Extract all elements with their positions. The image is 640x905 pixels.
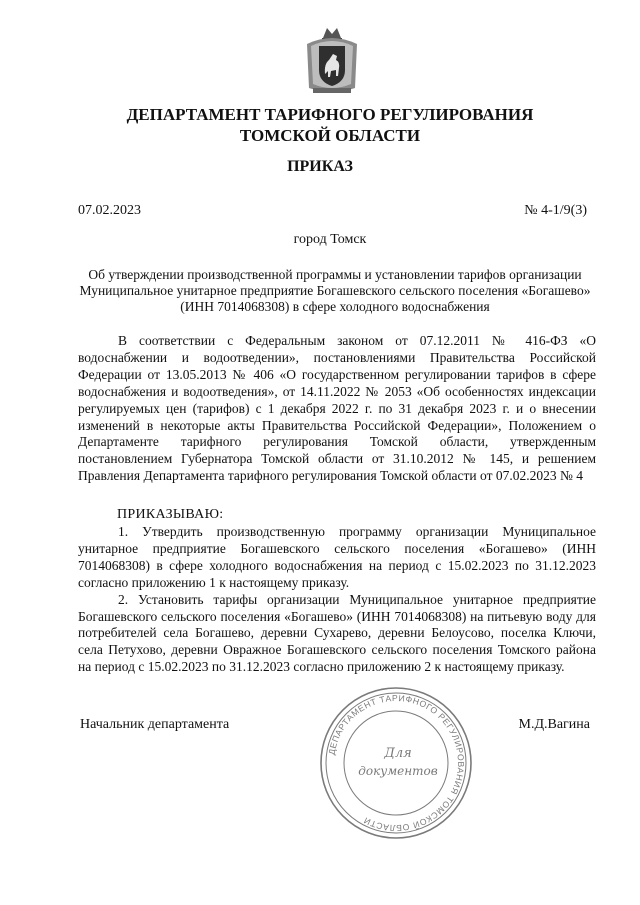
preamble-text: В соответствии с Федеральным законом от 07.12.2011 № 416-ФЗ «О водоснабжении и водоотведении», постановлениями Правительства Российской Федерации от 13.05.2013 № 406 «О государственном регулировании тарифов в сфере водоснабжения и водоотведения», от 14.11.2022 № 2053 «Об особенностях индексации регулируемых цен (тарифов) с 1 декабря 2022 г. по 31 декабря 2023 г. и о внесении изменений в некоторые акты Правительства Российской Федерации», Положением о Департаменте тарифного регулирования Томской области, утвержденным постановлением Губернатора Томской области от 31.10.2012 № 145, и решением Правления Департамента тарифного регулирования Томской области от 07.02.2023 № 4 (78, 333, 596, 484)
order-item-1: 1. Утвердить производственную программу организации Муниципальное унитарное предприятие Богашевского сельского поселения «Богашево» (ИНН 7014068308) в сфере холодного водоснабжения на период с 15.02.2023 по 31.12.2023 согласно приложению 1 к настоящему приказу. (78, 524, 596, 590)
order-date: 07.02.2023 (78, 203, 141, 218)
department-name (60, 104, 600, 146)
official-stamp (318, 685, 474, 841)
stamp-center-line-1: Для (384, 746, 412, 761)
stamp-center-line-2: документов (358, 764, 438, 778)
order-number: № 4-1/9(3) (524, 203, 587, 218)
city: город Томск (293, 232, 367, 247)
department-line-1: ДЕПАРТАМЕНТ ТАРИФНОГО РЕГУЛИРОВАНИЯ (126, 105, 534, 124)
coat-of-arms-icon (303, 24, 361, 96)
order-subject: Об утверждении производственной программы и установлении тарифов организации Муниципальное унитарное предприятие Богашевского сельского поселения «Богашево» (ИНН 7014068308) в сфере холодного водоснабжения (79, 267, 591, 314)
stamp-ring-text: ДЕПАРТАМЕНТ ТАРИФНОГО РЕГУЛИРОВАНИЯ ТОМСКОЙ ОБЛАСТИ (326, 692, 467, 834)
signatory-name: М.Д.Вагина (518, 717, 590, 732)
order-item-2: 2. Установить тарифы организации Муниципальное унитарное предприятие Богашевского сельского поселения «Богашево» (ИНН 7014068308) на питьевую воду для потребителей села Богашево, деревни Сухарево, деревни Белоусово, поселка Ключи, села Петухово, деревни Овражное Богашевского сельского поселения Томского района на период с 15.02.2023 по 31.12.2023 согласно приложению 2 к настоящему приказу. (78, 591, 596, 675)
department-line-2: ТОМСКОЙ ОБЛАСТИ (239, 126, 421, 145)
signatory-role: Начальник департамента (80, 717, 230, 732)
order-items (78, 524, 596, 676)
preamble (78, 333, 596, 485)
decree-word: ПРИКАЗЫВАЮ: (117, 507, 224, 522)
order-title: ПРИКАЗ (287, 158, 353, 175)
